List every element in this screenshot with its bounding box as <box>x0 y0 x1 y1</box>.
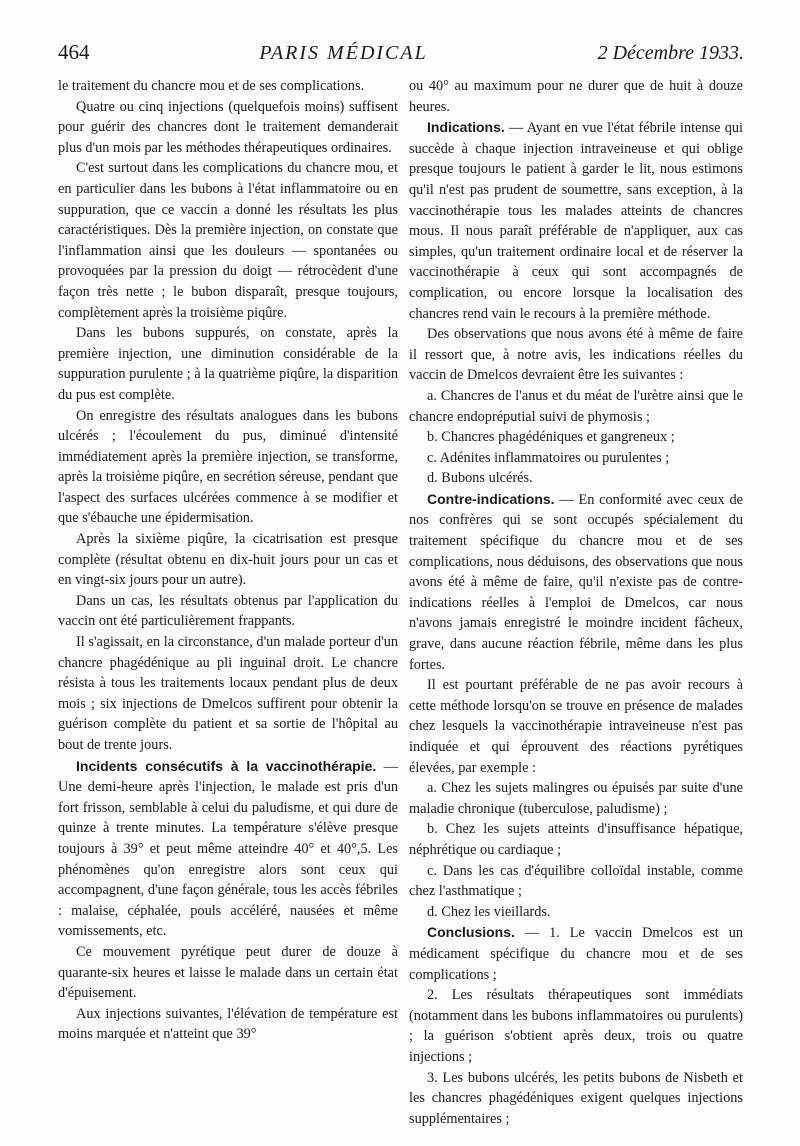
contraindications-section <box>409 489 743 675</box>
indications-heading: Indications. <box>427 119 505 136</box>
contraindication-item: a. Chez les sujets malingres ou épuisés par suite d'une maladie chronique (tuberculose, paludisme) ; <box>409 780 743 817</box>
indication-item: b. Chancres phagédéniques et gangreneux ; <box>427 429 675 446</box>
left-column <box>58 76 398 1045</box>
paragraph: Il est pourtant préférable de ne pas avoir recours à cette méthode lorsqu'on se trouve en présence de malades chez lesquels la vaccinothérapie intraveineuse n'est pas indiquée et qui éprouvent des réactions pyrétiques élevées, par exemple : <box>409 677 743 776</box>
issue-date: 2 Décembre 1933. <box>597 42 744 64</box>
contraindication-item: d. Chez les vieillards. <box>427 903 551 920</box>
paragraph: On enregistre des résultats analogues dans les bubons ulcérés ; l'écoulement du pus, diminué d'intensité immédiatement après la première injection, se transforme, après la troisième piqûre, en secrétion séreuse, pendant que l'aspect des surfaces ulcérées commence à se modifier et que s'ébauche une épidermisation. <box>58 407 398 527</box>
conclusions-section <box>409 922 743 985</box>
conclusion-item: 3. Les bubons ulcérés, les petits bubons de Nisbeth et les chancres phagédéniques exigent quelques injections supplémentaires ; <box>409 1069 743 1127</box>
running-header <box>58 40 744 70</box>
indications-section <box>409 117 743 324</box>
paragraph: C'est surtout dans les complications du chancre mou, et en particulier dans les bubons à l'état inflammatoire ou en suppuration, que ce vaccin a donné les résultats les plus caractéristiques. Dès la première injection, on constate que l'inflammation ainsi que les douleurs — spontanées ou provoquées par la pression du doigt — rétrocèdent d'une façon très nette ; le bubon disparaît, presque toujours, complètement après la troisième piqûre. <box>58 160 398 321</box>
paragraph: Aux injections suivantes, l'élévation de température est moins marquée et n'atteint que 39° <box>58 1005 398 1043</box>
paragraph: Il s'agissait, en la circonstance, d'un malade porteur d'un chancre phagédénique au pli inguinal droit. Le chancre résista à tous les traitements locaux pendant plus de deux mois ; six injections de Dmelcos suffirent pour obtenir la guérison complète du patient et sa sortie de l'hôpital au bout de trente jours. <box>58 634 398 753</box>
incidents-section <box>58 756 398 942</box>
page-number: 464 <box>58 40 90 64</box>
paragraph: Dans les bubons suppurés, on constate, après la première injection, une diminution considérable de la suppuration purulente ; à la quatrième piqûre, la disparition du pus est complète. <box>58 325 398 403</box>
indication-item: a. Chancres de l'anus et du méat de l'urètre ainsi que le chancre endopréputial suivi de phymosis ; <box>409 387 743 425</box>
conclusions-text: — 1. Le vaccin Dmelcos est un médicament spécifique du chancre mou et de ses complications ; <box>409 925 743 983</box>
contraindication-item: c. Dans les cas d'équilibre colloïdal instable, comme chez l'asthmatique ; <box>409 862 743 900</box>
paragraph: Après la sixième piqûre, la cicatrisation est presque complète (résultat obtenu en dix-huit jours pour un cas et en vingt-six jours pour un autre). <box>58 531 398 589</box>
contraindications-heading: Contre-indications. <box>427 490 555 507</box>
paragraph: Ce mouvement pyrétique peut durer de douze à quarante-six heures et laisse le malade dans un certain état d'épuisement. <box>58 943 398 1002</box>
paragraph: ou 40° au maximum pour ne durer que de huit à douze heures. <box>409 78 743 115</box>
conclusion-item: 2. Les résultats thérapeutiques sont immédiats (notamment dans les bubons inflammatoires ou purulents) ; la guérison s'obtient après deux, trois ou quatre injections ; <box>409 987 743 1065</box>
paragraph: Quatre ou cinq injections (quelquefois moins) suffisent pour guérir des chancres dont le traitement demanderait plus d'un mois par les méthodes thérapeutiques ordinaires. <box>58 98 398 156</box>
indication-item: c. Adénites inflammatoires ou purulentes ; <box>427 449 670 466</box>
incidents-text: — Une demi-heure après l'injection, le malade est pris d'un fort frisson, semblable à celui du paludisme, et qui dure de quinze à trente minutes. La température s'élève presque toujours à 39° et peut même atteindre 40° et 40°,5. Les phénomènes qu'on enregistre alors sont ceux qui accompagnent, d'une façon générale, tous les accès fébriles : malaise, céphalée, pouls accéléré, nausées et même vomissements, etc. <box>58 758 399 940</box>
journal-title: PARIS MÉDICAL <box>259 42 428 64</box>
incidents-heading: Incidents consécutifs à la vaccinothérapie. <box>76 757 377 774</box>
conclusions-heading: Conclusions. <box>427 924 515 941</box>
indications-text: — Ayant en vue l'état fébrile intense qui succède à chaque injection intraveineuse et qui oblige presque toujours le patient à garder le lit, nous estimons qu'il n'est pas prudent de soumettre, sans exception, à la vaccinothérapie tous les malades atteints de chancres mous. Il nous paraît préférable de n'appliquer, aux cas simples, qu'un traitement ordinaire local et de réserver la vaccinothérapie à ceux qui sont accompagnés de complication, ou encore lorsque la localisation des chancres rend vain le recours à la première méthode. <box>409 120 743 322</box>
contraindications-text: — En conformité avec ceux de nos confrères qui se sont occupés spécialement du traitement spécifique du chancre mou et de ses complications, nous déduisons, des observations que nous avons été à même de faire, qu'il n'existe pas de contre-indications réelles à l'emploi de Dmelcos, car nous n'avons jamais enregistré le moindre incident fâcheux, grave, dans aucune réaction fébrile, même dans les plus fortes. <box>409 491 743 673</box>
paragraph: le traitement du chancre mou et de ses complications. <box>58 78 365 94</box>
contraindication-item: b. Chez les sujets atteints d'insuffisance hépatique, néphrétique ou cardiaque ; <box>409 821 743 858</box>
right-column <box>409 76 743 1129</box>
paragraph: Dans un cas, les résultats obtenus par l'application du vaccin ont été particulièrement frappants. <box>58 592 398 630</box>
indication-item: d. Bubons ulcérés. <box>427 470 533 487</box>
paragraph: Des observations que nous avons été à même de faire il ressort que, à notre avis, les indications réelles du vaccin de Dmelcos devraient être les suivantes : <box>409 326 743 384</box>
